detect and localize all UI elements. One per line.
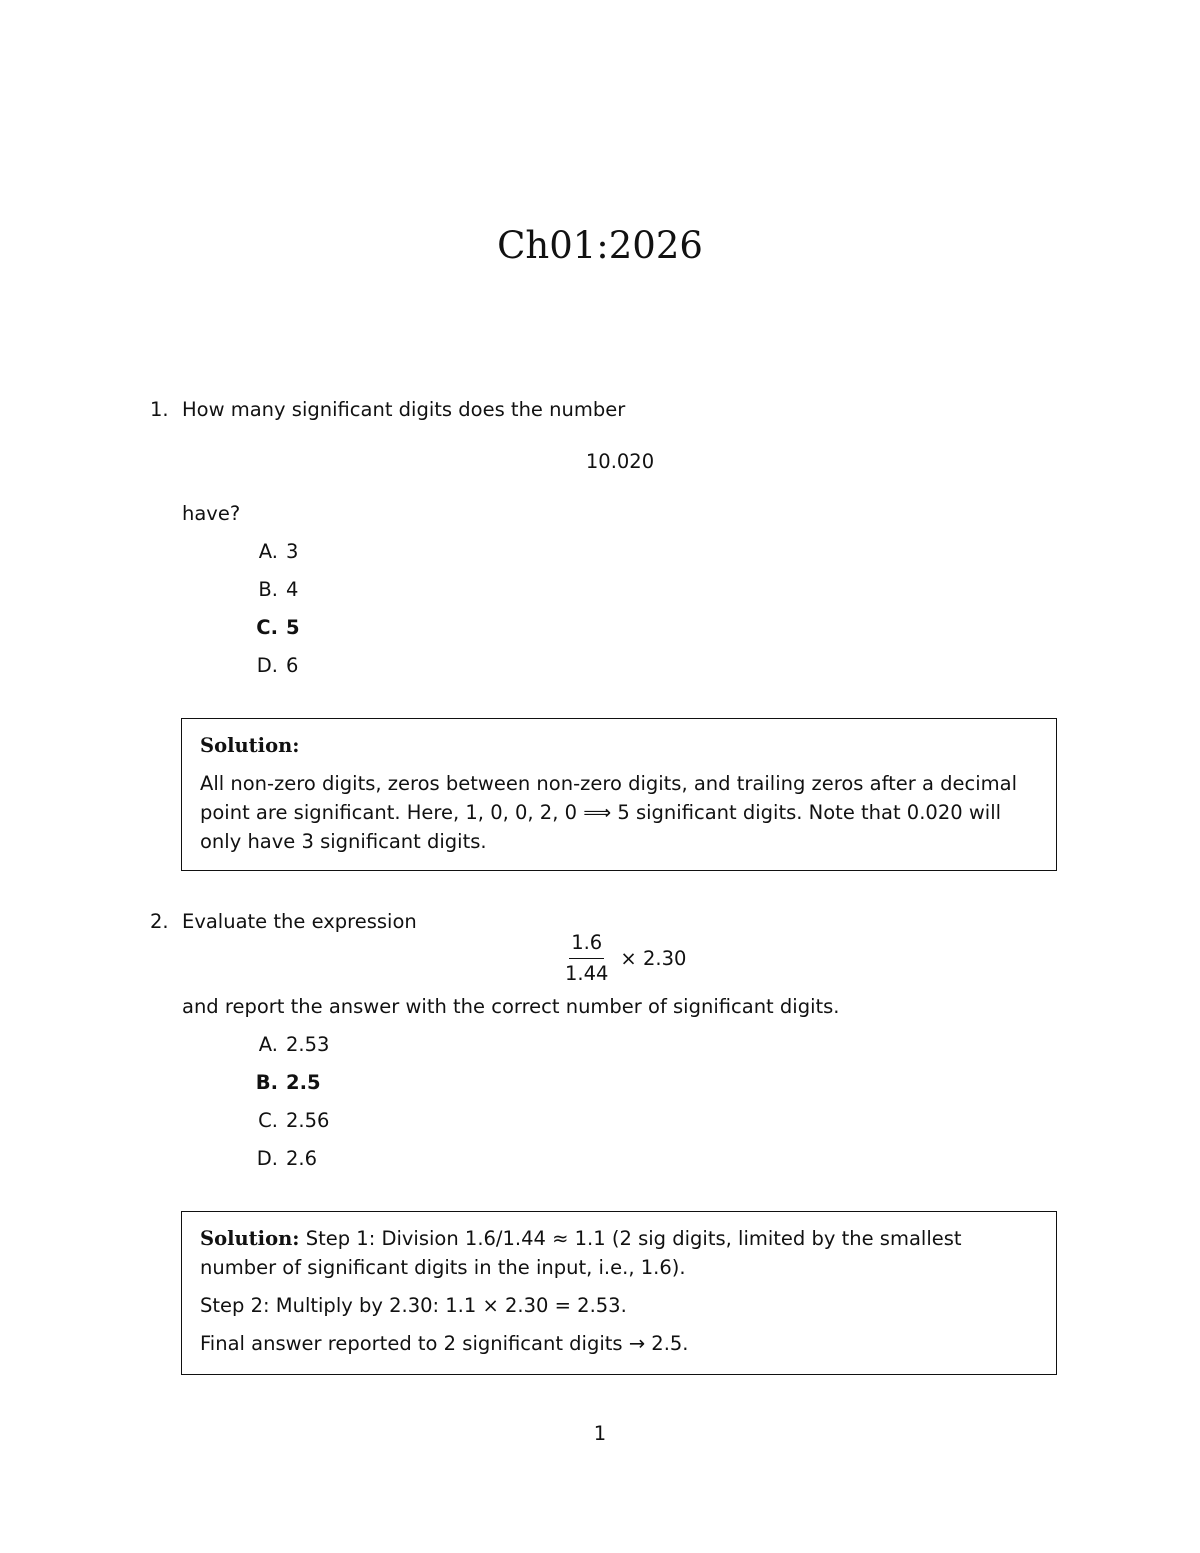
choice-letter: B. xyxy=(255,1071,278,1094)
choice-text: 3 xyxy=(286,540,299,563)
solution-label: Solution: xyxy=(200,1227,300,1250)
question-1-display-value: 10.020 xyxy=(585,450,655,473)
fraction-numerator: 1.6 xyxy=(569,930,604,959)
question-2-choice-a xyxy=(240,1032,329,1058)
question-2-solution-box xyxy=(181,1211,1057,1375)
question-2-choice-b xyxy=(240,1070,321,1096)
expression-multiplier: × 2.30 xyxy=(620,947,687,970)
question-2-prompt: Evaluate the expression xyxy=(182,910,417,933)
choice-text: 5 xyxy=(286,616,300,639)
choice-text: 2.5 xyxy=(286,1071,321,1094)
choice-letter: C. xyxy=(258,1109,278,1132)
question-1-choice-b xyxy=(240,577,298,603)
question-1-choice-c xyxy=(240,615,300,641)
solution-text: All non-zero digits, zeros between non-zero digits, and trailing zeros after a decimal point are significant. Here, 1, 0, 0, 2, 0 ⟹ 5 significant digits. Note that 0.020 will only have 3 significant digits. xyxy=(200,772,1018,853)
choice-letter: D. xyxy=(256,1147,278,1170)
question-1-number: 1. xyxy=(150,398,169,421)
choice-letter: A. xyxy=(258,540,278,563)
question-1-choice-a xyxy=(240,539,298,565)
question-1-choice-d xyxy=(240,653,298,679)
choice-letter: B. xyxy=(258,578,278,601)
solution-label: Solution: xyxy=(200,734,300,757)
solution-final: Final answer reported to 2 significant digits → 2.5. xyxy=(200,1332,689,1355)
question-2-choice-d xyxy=(240,1146,317,1172)
page-title: Ch01:2026 xyxy=(497,224,703,267)
fraction xyxy=(563,930,610,987)
choice-letter: D. xyxy=(256,654,278,677)
choice-text: 2.56 xyxy=(286,1109,330,1132)
choice-text: 2.53 xyxy=(286,1033,330,1056)
choice-text: 4 xyxy=(286,578,299,601)
question-1-prompt-after: have? xyxy=(182,502,241,525)
question-1-solution-box xyxy=(181,718,1057,871)
page-number: 1 xyxy=(593,1422,607,1445)
question-2-prompt-after: and report the answer with the correct number of significant digits. xyxy=(182,995,840,1018)
choice-letter: A. xyxy=(258,1033,278,1056)
choice-text: 6 xyxy=(286,654,299,677)
fraction-denominator: 1.44 xyxy=(565,962,609,985)
question-1-prompt: How many significant digits does the number xyxy=(182,398,626,421)
question-2-expression xyxy=(563,930,686,987)
question-2-choice-c xyxy=(240,1108,329,1134)
solution-step-1: Step 1: Division 1.6/1.44 ≈ 1.1 (2 sig digits, limited by the smallest number of significant digits in the input, i.e., 1.6). xyxy=(200,1227,962,1279)
question-2-number: 2. xyxy=(150,910,169,933)
choice-text: 2.6 xyxy=(286,1147,318,1170)
solution-step-2: Step 2: Multiply by 2.30: 1.1 × 2.30 = 2.53. xyxy=(200,1294,627,1317)
choice-letter: C. xyxy=(256,616,278,639)
